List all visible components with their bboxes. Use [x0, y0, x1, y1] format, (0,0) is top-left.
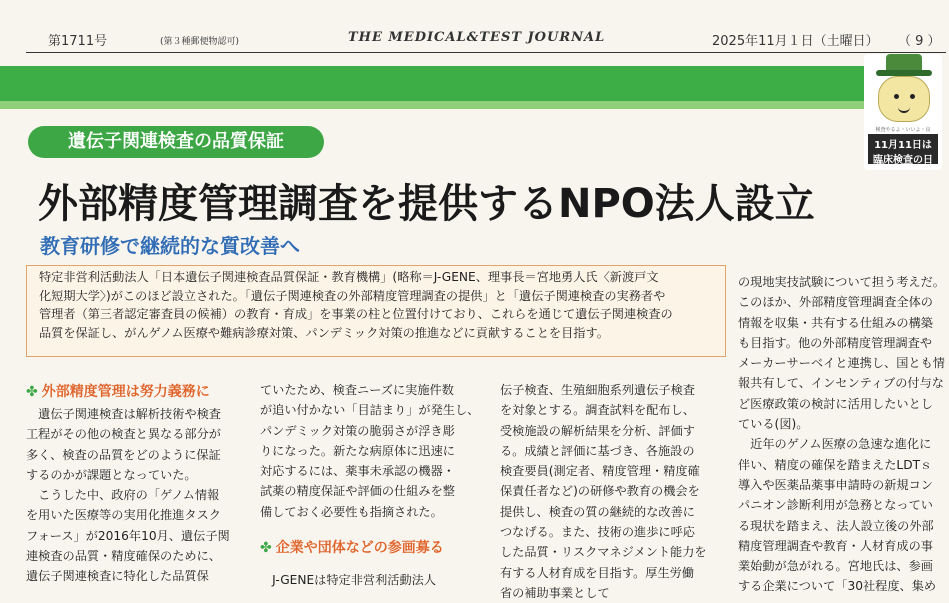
- body-line: 精度管理調査や教育・人材育成の事: [738, 538, 933, 553]
- body-line: ていたため、検査ニーズに実施件数: [260, 383, 454, 397]
- lead-line: 化短期大学〉)がこのほど設立された。「遺伝子関連検査の外部精度管理調査の提供」と「遺伝子関連検査の実務者や: [39, 288, 666, 303]
- issue-date: 2025年11月１日（土曜日）: [712, 34, 879, 49]
- body-line: 検査要員(測定者、精度管理・精度確: [500, 464, 700, 479]
- green-band: [0, 66, 868, 106]
- body-line: を対象とする。調査試料を配布し、: [500, 403, 695, 418]
- body-line: 有する人材育成を目指す。厚生労働: [500, 565, 695, 580]
- body-line: 伝子検査、生殖細胞系列遺伝子検査: [500, 383, 695, 397]
- body-line: する企業について「30社程度、集め: [738, 579, 937, 594]
- badge-small-text: 検査やるよ・いいよ・良: [875, 127, 931, 133]
- page-header: [0, 0, 949, 60]
- issue-number: 第1711号: [48, 34, 108, 49]
- body-line: 連検査の品質・精度確保のために、: [26, 549, 221, 564]
- body-line: 受検施設の解析結果を分析、評価す: [500, 423, 695, 438]
- green-band-lower: [0, 101, 868, 109]
- body-line: ている(図)。: [738, 417, 809, 432]
- clover-icon: ✤: [260, 540, 272, 557]
- lead-line: 管理者（第三者認定審査員の候補）の教育・育成」を事業の柱と位置付けており、これらを通じて遺伝子関連検査の: [39, 307, 673, 321]
- column-3: [500, 380, 720, 603]
- body-line: メーカーサーベイと連携し、国とも情: [738, 356, 945, 371]
- lab-day-badge: [864, 54, 942, 170]
- body-line: 備しておく必要性も指摘された。: [260, 504, 443, 519]
- body-line: 遺伝子関連検査に特化した品質保: [26, 569, 209, 584]
- header-rule: [26, 52, 946, 53]
- journal-name: THE MEDICAL&TEST JOURNAL: [348, 30, 606, 45]
- body-line: するのかが課題となっていた。: [26, 467, 197, 482]
- body-line: 保責任者など)の研修や教育の機会を: [500, 484, 700, 499]
- lead-line: 特定非営利活動法人「日本遺伝子関連検査品質保証・教育機構」(略称＝J-GENE、理事長＝宮地勇人氏〈新渡戸文: [39, 270, 659, 284]
- lead-box: [26, 265, 726, 357]
- body-line: 業始動が急がれる。宮地氏は、参画: [738, 559, 933, 574]
- body-line: ど医療政策の検討に活用したいとし: [738, 396, 933, 411]
- body-line: 試薬の精度保証や評価の仕組みを整: [260, 484, 455, 499]
- body-line: こうした中、政府の「ゲノム情報: [26, 488, 220, 503]
- article-title: 外部精度管理調査を提供するNPO法人設立: [38, 181, 815, 227]
- column-2: [260, 380, 480, 590]
- body-line: 情報を収集・共有する仕組みの構築: [738, 315, 933, 330]
- body-line: 近年のゲノム医療の急速な進化に: [738, 437, 932, 452]
- body-line: 導入や医薬品薬事申請時の新規コン: [738, 477, 933, 492]
- mail-permit: (第３種郵便物認可): [160, 37, 240, 47]
- badge-caption: 臨床検査の日: [873, 155, 933, 166]
- body-line: つなげる。また、技術の進歩に呼応: [500, 525, 695, 540]
- mascot-face-icon: [878, 76, 930, 122]
- body-line: りになった。新たな病原体に迅速に: [260, 443, 455, 458]
- badge-date: 11月11日は: [874, 140, 932, 151]
- body-line: フォース」が2016年10月、遺伝子関: [26, 528, 230, 543]
- body-line: る。成績と評価に基づき、各施設の: [500, 443, 695, 458]
- body-line: 提供し、検査の質の継続的な改善に: [500, 504, 695, 519]
- column-1: [26, 380, 236, 587]
- body-line: このほか、外部精度管理調査全体の: [738, 295, 933, 310]
- body-line: も目指す。他の外部精度管理調査や: [738, 335, 933, 350]
- section-heading: ✤ 企業や団体などの参画募る: [260, 540, 444, 557]
- lead-line: 品質を保証し、がんゲノム医療や難病診療対策、パンデミック対策の推進などに貢献することを目指す。: [39, 325, 609, 340]
- body-line: パニオン診断利用が急務となってい: [738, 498, 933, 513]
- body-line: 遺伝子関連検査は解析技術や検査: [26, 407, 221, 421]
- page-number: （ 9 ）: [898, 34, 941, 49]
- body-line: パンデミック対策の脆弱さが浮き彫: [260, 423, 455, 438]
- body-line: が追い付かない「目詰まり」が発生し、: [260, 403, 480, 418]
- body-line: の現地実技試験について担う考えだ。: [738, 275, 945, 289]
- body-line: 工程がその他の検査と異なる部分が: [26, 427, 221, 442]
- body-line: る現状を踏まえ、法人設立後の外部: [738, 518, 934, 533]
- body-line: を用いた医療等の実用化推進タスク: [26, 508, 221, 523]
- category-label: 遺伝子関連検査の品質保証: [28, 126, 324, 158]
- clover-icon: ✤: [26, 384, 38, 400]
- body-line: 伴い、精度の確保を踏まえたLDTｓ: [738, 457, 933, 472]
- column-4: [738, 272, 948, 597]
- body-line: 報共有して、インセンティブの付与な: [738, 376, 944, 391]
- badge-date-box: [868, 134, 938, 164]
- body-line: 対応するには、薬事未承認の機器・: [260, 464, 455, 479]
- mascot-eye-icon: [910, 94, 915, 99]
- mascot-eye-icon: [894, 94, 899, 99]
- section-heading: ✤ 外部精度管理は努力義務に: [26, 384, 210, 400]
- article-subtitle: 教育研修で継続的な質改善へ: [40, 234, 300, 258]
- body-line: 省の補助事業として: [500, 585, 610, 600]
- body-line: した品質・リスクマネジメント能力を: [500, 545, 707, 560]
- body-line: 多く、検査の品質をどのように保証: [26, 447, 221, 462]
- body-line: J-GENEは特定非営利活動法人: [260, 573, 437, 588]
